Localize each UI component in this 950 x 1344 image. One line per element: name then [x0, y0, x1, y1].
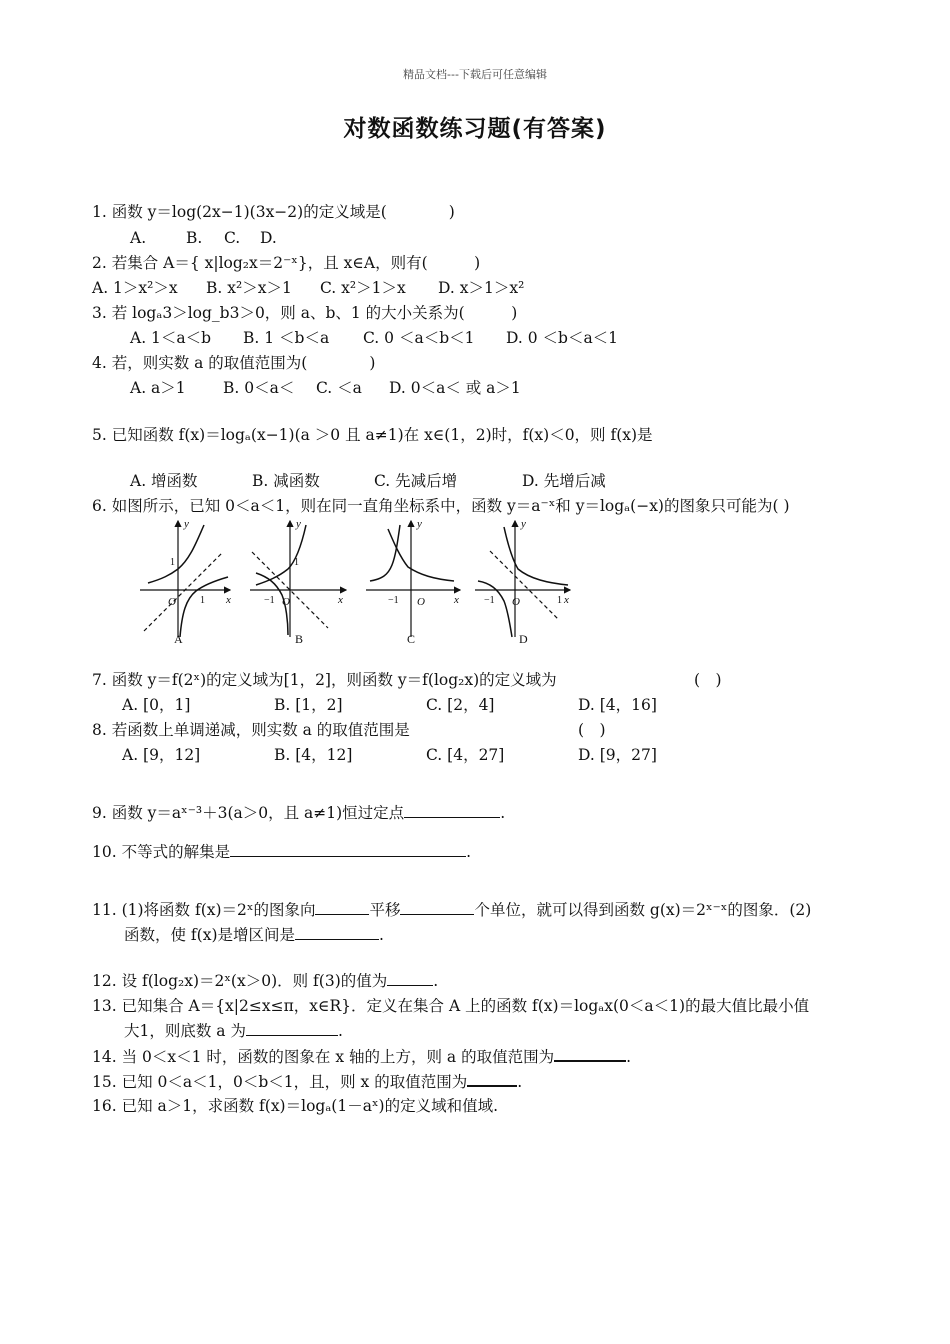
question-7-answer-paren: ( ): [694, 671, 722, 689]
question-8-answer-paren: ( ): [578, 721, 606, 739]
option-c: C. 先减后增: [374, 472, 458, 490]
axis-label-x-d: x: [564, 594, 569, 606]
option-c: C.: [224, 229, 241, 247]
answer-blank[interactable]: [246, 1021, 338, 1036]
origin-label-d: O: [512, 596, 520, 608]
option-b: B. [4，12]: [274, 746, 353, 764]
graph-d: [475, 521, 570, 637]
option-b: B. 减函数: [252, 472, 320, 490]
answer-blank-interval[interactable]: [295, 925, 379, 940]
tick-1-y-b: 1: [294, 557, 299, 568]
question-15: 15. 已知 0＜a＜1，0＜b＜1，且，则 x 的取值范围为 .: [92, 1073, 523, 1091]
question-3: 3. 若 logₐ3＞log_b3＞0，则 a、b、1 的大小关系为( ): [92, 304, 518, 322]
answer-blank[interactable]: [404, 803, 500, 818]
graph-c: [366, 521, 460, 637]
option-a: A. 增函数: [130, 472, 198, 490]
tick-1-y-a: 1: [170, 557, 175, 568]
option-a: A. [9，12]: [122, 746, 201, 764]
question-1-options: [130, 228, 277, 248]
question-3-options: [130, 328, 618, 348]
page-header: 精品文档---下载后可任意编辑: [403, 68, 547, 81]
origin-label-b: O: [282, 596, 290, 608]
option-a: A. [0，1]: [122, 696, 191, 714]
option-b: B. x²＞x＞1: [206, 279, 292, 297]
question-2-options: [92, 278, 524, 298]
answer-blank[interactable]: [230, 842, 466, 857]
question-11-part2: 函数，使 f(x)是增区间是 .: [124, 926, 384, 944]
question-4: 4. 若，则实数 a 的取值范围为( ): [92, 354, 376, 372]
option-a: A. a＞1: [130, 379, 186, 397]
panel-label-c: C: [407, 632, 416, 646]
option-a: A. 1＞x²＞x: [92, 279, 178, 297]
question-8: 8. 若函数上单调递减，则实数 a 的取值范围是: [92, 721, 410, 739]
question-9: 9. 函数 y＝aˣ⁻³＋3(a＞0，且 a≠1)恒过定点 .: [92, 804, 506, 822]
question-8-options: [122, 745, 657, 765]
question-5-options: [130, 471, 606, 491]
question-6-figure: [138, 515, 588, 650]
tick-neg1-x-c: −1: [388, 595, 399, 606]
option-d: D. 先增后减: [522, 472, 606, 490]
origin-label-a: O: [168, 596, 176, 608]
answer-blank[interactable]: [387, 971, 433, 986]
tick-1-x-d: 1: [557, 595, 562, 606]
axis-label-x-b: x: [338, 594, 343, 606]
option-a: A.: [130, 229, 147, 247]
question-13: 13. 已知集合 A＝{x|2≤x≤π，x∈R}．定义在集合 A 上的函数 f(x)＝logₐx(0＜a＜1)的最大值比最小值: [92, 997, 810, 1015]
option-c: C. ＜a: [316, 379, 362, 397]
answer-blank-direction[interactable]: [315, 900, 369, 915]
graph-a: [140, 521, 230, 637]
panel-label-b: B: [295, 632, 304, 646]
option-a: A. 1＜a＜b: [130, 329, 212, 347]
option-d: D. 0 ＜b＜a＜1: [506, 329, 619, 347]
option-b: B. 1 ＜b＜a: [243, 329, 330, 347]
option-c: C. 0 ＜a＜b＜1: [363, 329, 475, 347]
axis-label-y-c: y: [417, 518, 422, 530]
option-b: B. 0＜a＜: [223, 379, 295, 397]
option-c: C. [4，27]: [426, 746, 505, 764]
panel-label-d: D: [519, 632, 528, 646]
tick-1-x-a: 1: [200, 595, 205, 606]
question-10: 10. 不等式的解集是 .: [92, 843, 472, 861]
question-4-options: [130, 378, 521, 398]
question-12: 12. 设 f(log₂x)＝2ˣ(x＞0)．则 f(3)的值为 .: [92, 972, 439, 990]
axis-label-y-b: y: [296, 518, 301, 530]
question-7-options: [122, 695, 657, 715]
tick-neg1-x-d: −1: [484, 595, 495, 606]
axis-label-x-a: x: [226, 594, 231, 606]
axis-label-y-d: y: [521, 518, 526, 530]
axis-label-y-a: y: [184, 518, 189, 530]
option-c: C. [2，4]: [426, 696, 495, 714]
axis-label-x-c: x: [454, 594, 459, 606]
question-10-text: 10. 不等式的解集是: [92, 843, 231, 861]
question-16: 16. 已知 a＞1，求函数 f(x)＝logₐ(1－aˣ)的定义域和值域.: [92, 1097, 498, 1115]
option-c: C. x²＞1＞x: [320, 279, 406, 297]
option-b: B. [1，2]: [274, 696, 343, 714]
option-d: D. x＞1＞x²: [438, 279, 525, 297]
option-d: D. 0＜a＜ 或 a＞1: [389, 379, 521, 397]
question-14: 14. 当 0＜x＜1 时，函数的图象在 x 轴的上方，则 a 的取值范围为 .: [92, 1048, 632, 1066]
question-13-part2: 大1，则底数 a 为 .: [124, 1022, 343, 1040]
panel-label-a: A: [174, 632, 183, 646]
option-d: D. [9，27]: [578, 746, 657, 764]
question-9-text: 9. 函数 y＝aˣ⁻³＋3(a＞0，且 a≠1)恒过定点: [92, 804, 405, 822]
graph-b: [250, 521, 346, 637]
question-2: 2. 若集合 A＝{ x|log₂x＝2⁻ˣ}，且 x∈A，则有( ): [92, 254, 481, 272]
page-title: 对数函数练习题(有答案): [343, 116, 607, 142]
question-6: 6. 如图所示，已知 0＜a＜1，则在同一直角坐标系中，函数 y＝a⁻ˣ和 y＝logₐ(−x)的图象只可能为( ): [92, 497, 790, 515]
answer-blank[interactable]: [467, 1071, 517, 1087]
answer-blank-units[interactable]: [400, 900, 474, 915]
option-d: D.: [260, 229, 277, 247]
origin-label-c: O: [417, 596, 425, 608]
question-7: 7. 函数 y＝f(2ˣ)的定义域为[1，2]，则函数 y＝f(log₂x)的定义域为: [92, 671, 557, 689]
question-5: 5. 已知函数 f(x)＝logₐ(x−1)(a ＞0 且 a≠1)在 x∈(1，2)时，f(x)＜0，则 f(x)是: [92, 426, 653, 444]
question-1: 1. 函数 y＝log(2x−1)(3x−2)的定义域是( ): [92, 203, 455, 221]
tick-neg1-x-b: −1: [264, 595, 275, 606]
question-11: 11. (1)将函数 f(x)＝2ˣ的图象向 平移 个单位，就可以得到函数 g(x)＝2ˣ⁻ˣ的图象．(2): [92, 901, 812, 919]
option-b: B.: [186, 229, 203, 247]
answer-blank[interactable]: [554, 1046, 626, 1062]
option-d: D. [4，16]: [578, 696, 657, 714]
